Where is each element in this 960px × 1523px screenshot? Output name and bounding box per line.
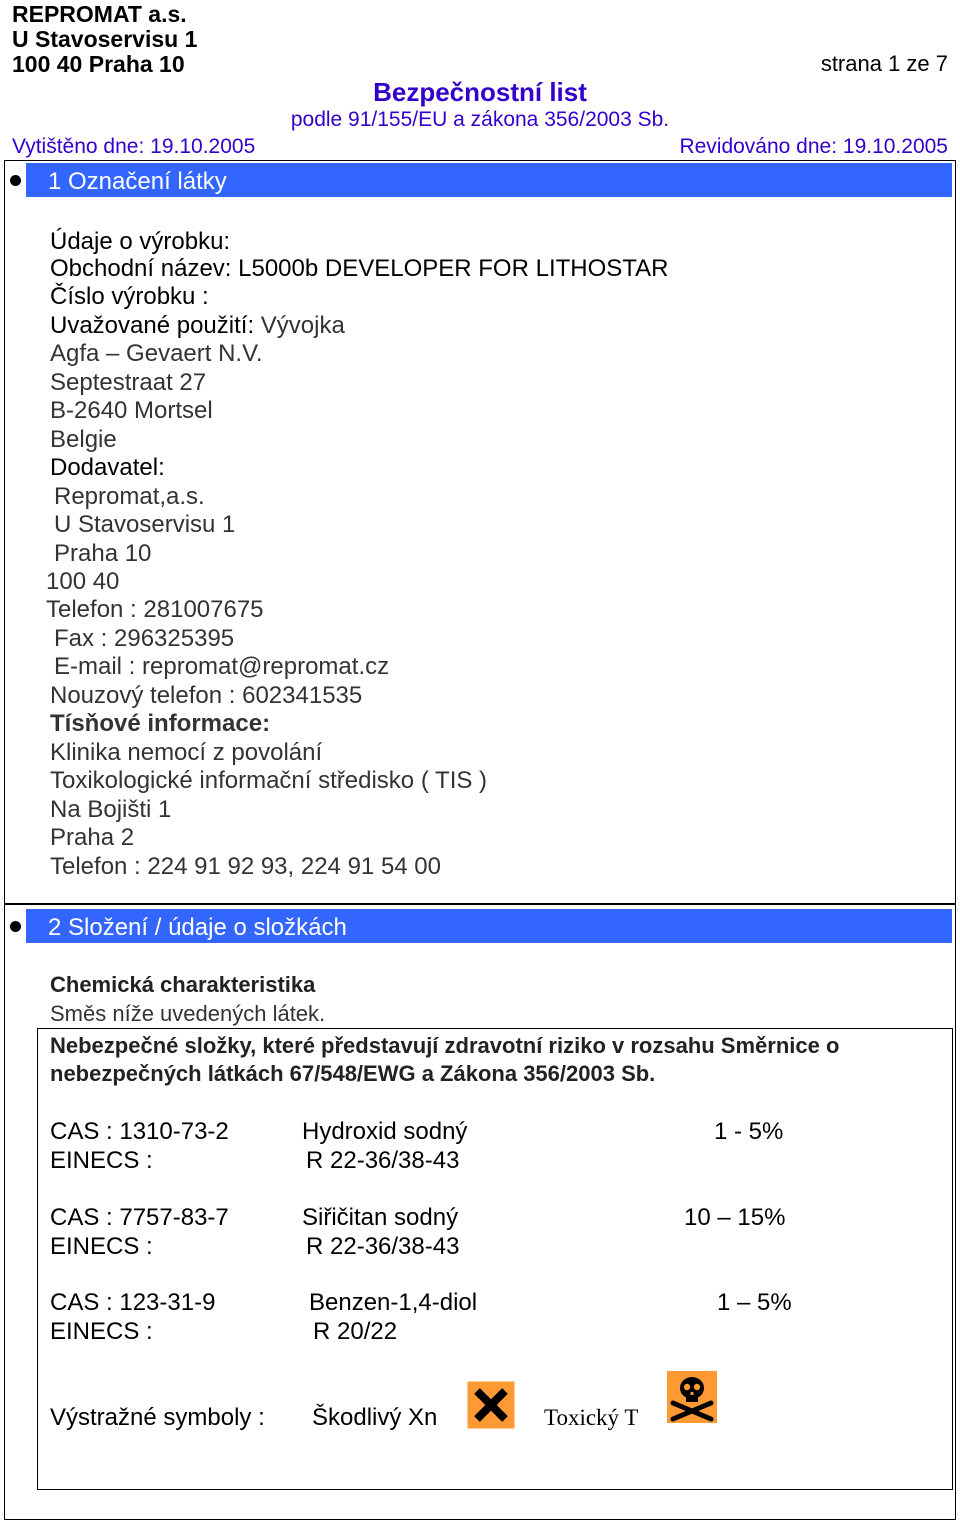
component-concentration: 10 – 15% <box>684 1204 786 1231</box>
component-einecs: EINECS : <box>50 1147 153 1174</box>
hazard-heading-line2: nebezpečných látkách 67/548/EWG a Zákona 356/2003 Sb. <box>50 1061 656 1086</box>
bullet-icon <box>10 921 21 932</box>
company-city: 100 40 Praha 10 <box>12 51 185 77</box>
printed-date: Vytištěno dne: 19.10.2005 <box>12 135 256 158</box>
product-heading: Údaje o výrobku: <box>50 228 231 255</box>
component-cas: CAS : 7757-83-7 <box>50 1204 229 1231</box>
supplier-line: Repromat,a.s. <box>54 483 205 510</box>
component-name: Benzen-1,4-diol <box>309 1289 478 1316</box>
component-r-phrases: R 22-36/38-43 <box>306 1147 460 1174</box>
manufacturer-line: Septestraat 27 <box>50 369 207 396</box>
hazard-heading-line1: Nebezpečné složky, které představují zdravotní riziko v rozsahu Směrnice o <box>50 1033 840 1058</box>
company-name: REPROMAT a.s. <box>12 1 187 27</box>
harmful-xn-icon <box>467 1381 515 1429</box>
emergency-line: Na Bojišti 1 <box>50 796 172 823</box>
emergency-line: Praha 2 <box>50 824 135 851</box>
supplier-line: Fax : 296325395 <box>54 625 235 652</box>
company-street: U Stavoservisu 1 <box>12 26 198 52</box>
emergency-line: Telefon : 224 91 92 93, 224 91 54 00 <box>50 853 441 880</box>
section1-bar <box>26 163 952 197</box>
supplier-line: U Stavoservisu 1 <box>54 511 236 538</box>
intended-use <box>50 314 345 338</box>
emergency-line: Klinika nemocí z povolání <box>50 739 323 766</box>
component-cas: CAS : 1310-73-2 <box>50 1118 229 1145</box>
section2-title: 2 Složení / údaje o složkách <box>48 914 347 941</box>
component-r-phrases: R 20/22 <box>313 1318 398 1345</box>
supplier-line: 100 40 <box>46 568 120 595</box>
doc-title: Bezpečnostní list <box>373 77 587 107</box>
use-value: Vývojka <box>260 312 345 339</box>
trade-name: Obchodní název: L5000b DEVELOPER FOR LITHOSTAR <box>50 255 669 282</box>
page-info: strana 1 ze 7 <box>820 51 948 76</box>
section1-title: 1 Označení látky <box>48 168 227 195</box>
toxic-label: Toxický T <box>544 1405 639 1430</box>
harmful-label: Škodlivý Xn <box>312 1404 438 1431</box>
component-einecs: EINECS : <box>50 1318 153 1345</box>
product-number: Číslo výrobku : <box>50 283 209 310</box>
component-name: Siřičitan sodný <box>302 1204 459 1231</box>
emergency-phone: Nouzový telefon : 602341535 <box>50 682 363 709</box>
use-label: Uvažované použití: <box>50 312 261 339</box>
component-name: Hydroxid sodný <box>302 1118 468 1145</box>
toxic-skull-icon <box>667 1371 717 1423</box>
emergency-heading: Tísňové informace: <box>50 710 271 737</box>
manufacturer-line: Agfa – Gevaert N.V. <box>50 340 263 367</box>
bullet-icon <box>10 175 21 186</box>
component-cas: CAS : 123-31-9 <box>50 1289 216 1316</box>
supplier-email: E-mail : repromat@repromat.cz <box>54 653 390 680</box>
emergency-line: Toxikologické informační středisko ( TIS ) <box>50 767 488 794</box>
revised-date: Revidováno dne: 19.10.2005 <box>679 135 948 158</box>
component-concentration: 1 – 5% <box>717 1289 792 1316</box>
supplier-heading: Dodavatel: <box>50 454 165 481</box>
component-einecs: EINECS : <box>50 1233 153 1260</box>
section2-bar <box>26 909 952 943</box>
supplier-line: Telefon : 281007675 <box>46 596 264 623</box>
chem-heading: Chemická charakteristika <box>50 972 316 997</box>
supplier-line: Praha 10 <box>54 540 152 567</box>
component-concentration: 1 - 5% <box>714 1118 784 1145</box>
component-r-phrases: R 22-36/38-43 <box>306 1233 460 1260</box>
manufacturer-line: Belgie <box>50 426 117 453</box>
doc-subtitle: podle 91/155/EU a zákona 356/2003 Sb. <box>290 108 670 131</box>
symbols-label: Výstražné symboly : <box>50 1404 265 1431</box>
chem-text: Směs níže uvedených látek. <box>50 1001 326 1026</box>
manufacturer-line: B-2640 Mortsel <box>50 397 213 424</box>
